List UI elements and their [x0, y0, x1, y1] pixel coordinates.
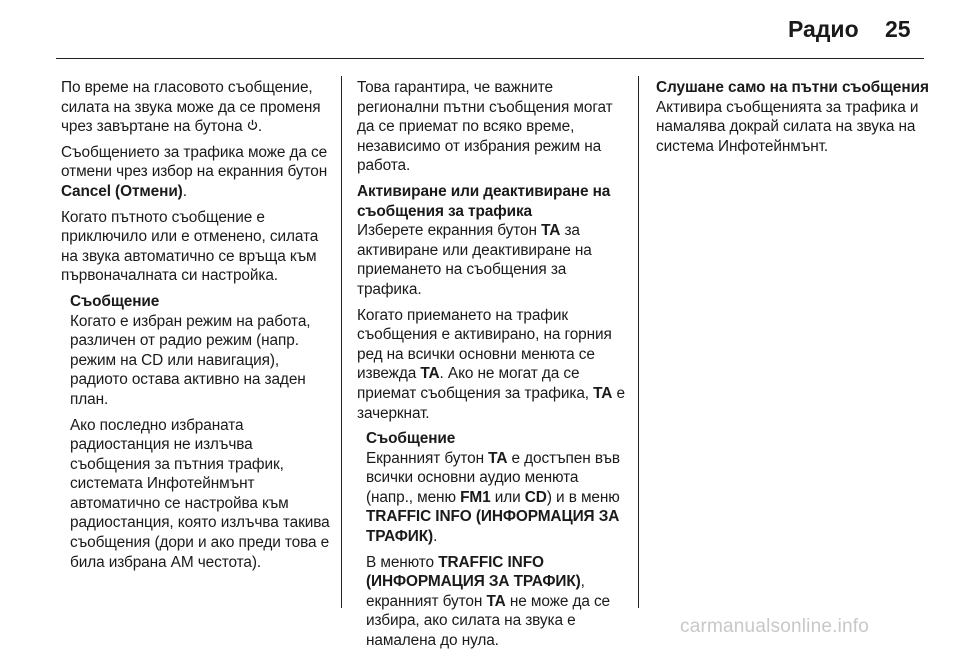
paragraph-text: . — [182, 182, 187, 200]
section-heading: Слушане само на пътни съобщения — [656, 79, 929, 96]
note-block — [70, 292, 333, 572]
paragraph-text: . — [257, 118, 263, 136]
paragraph-text: ) и в меню — [546, 488, 620, 506]
paragraph — [61, 78, 333, 137]
page-number: 25 — [885, 16, 911, 42]
page-title: Радио — [788, 16, 859, 42]
paragraph-text: Изберете екранния бутон — [357, 222, 542, 240]
paragraph-text: , екранният бутон — [366, 573, 585, 610]
ta-reference: TA — [593, 384, 613, 402]
section-heading: Активиране или деактивиране на съобщения за трафика — [357, 182, 611, 220]
paragraph: Това гарантира, че важните регионални пътни съобщения могат да се приемат по всяко време, независимо от избрания режим на работа. — [357, 79, 613, 175]
paragraph-text: е достъпен във всички основни аудио менюта (напр., меню — [366, 449, 620, 506]
ta-reference: TA — [488, 449, 508, 467]
paragraph-text: или — [490, 488, 525, 506]
paragraph — [357, 306, 627, 424]
paragraph — [357, 221, 627, 299]
note-paragraph — [366, 449, 627, 547]
cd-reference: CD — [524, 488, 547, 506]
page-header — [0, 0, 960, 60]
paragraph-text: не може да се избира, ако силата на звука е намалена до нула. — [366, 592, 611, 650]
note-block — [366, 429, 627, 651]
paragraph-text: Съобщението за трафика може да се отмени чрез избор на екранния бутон — [61, 143, 328, 181]
paragraph-text: Екранният бутон — [366, 449, 489, 467]
paragraph-text: . Ако не могат да се приемат съобщения за трафика, — [357, 365, 594, 402]
note-title: Съобщение — [366, 430, 456, 448]
paragraph-text: Когато приемането на трафик съобщения е активирано, на горния ред на всички основни менюта се извежда — [357, 306, 612, 383]
paragraph: Когато пътното съобщение е приключило или е отменено, силата на звука автоматично се връща към първоначалната си настройка. — [61, 208, 319, 285]
header-rule — [56, 58, 924, 59]
column-1 — [61, 78, 333, 578]
paragraph-text: е зачеркнат. — [357, 384, 625, 422]
traffic-info-reference: TRAFFIC INFO (ИНФОРМАЦИЯ ЗА ТРАФИК) — [366, 508, 620, 546]
paragraph-text: По време на гласовото съобщение, силата на звука може да се променя чрез завъртане на бутона — [61, 79, 321, 136]
paragraph-text: . — [433, 528, 438, 546]
paragraph: Активира съобщенията за трафика и намалява докрай силата на звука на система Инфотейнмънт. — [656, 98, 919, 155]
paragraph — [61, 143, 333, 202]
column-2 — [357, 78, 627, 657]
note-paragraph: Когато е избран режим на работа, различен от радио режим (напр. режим на CD или навигация), радиото остава активно на заден план. — [70, 312, 311, 408]
column-divider — [341, 76, 342, 608]
ta-reference: TA — [541, 222, 561, 240]
power-icon — [247, 117, 258, 137]
column-3 — [656, 78, 930, 162]
note-paragraph: Ако последно избраната радиостанция не излъчва съобщения за пътния трафик, системата Инфотейнмънт автоматично се настройва към радиостанция, която излъчва такива съобщения (дори и ако преди това е била избрана AM честота). — [70, 416, 330, 571]
paragraph-text: за активиране или деактивиране на приемането на съобщения за трафика. — [357, 222, 592, 298]
watermark: carmanualsonline.info — [680, 616, 870, 637]
note-paragraph — [366, 553, 627, 651]
column-divider — [638, 76, 639, 608]
traffic-info-reference: TRAFFIC INFO (ИНФОРМАЦИЯ ЗА ТРАФИК) — [366, 553, 581, 591]
note-title: Съобщение — [70, 292, 160, 310]
ta-reference: TA — [420, 365, 440, 383]
fm1-reference: FM1 — [460, 488, 491, 506]
ta-reference: TA — [486, 592, 506, 610]
paragraph-text: В менюто — [366, 553, 439, 571]
cancel-button-reference: Cancel (Отмени) — [61, 182, 183, 200]
